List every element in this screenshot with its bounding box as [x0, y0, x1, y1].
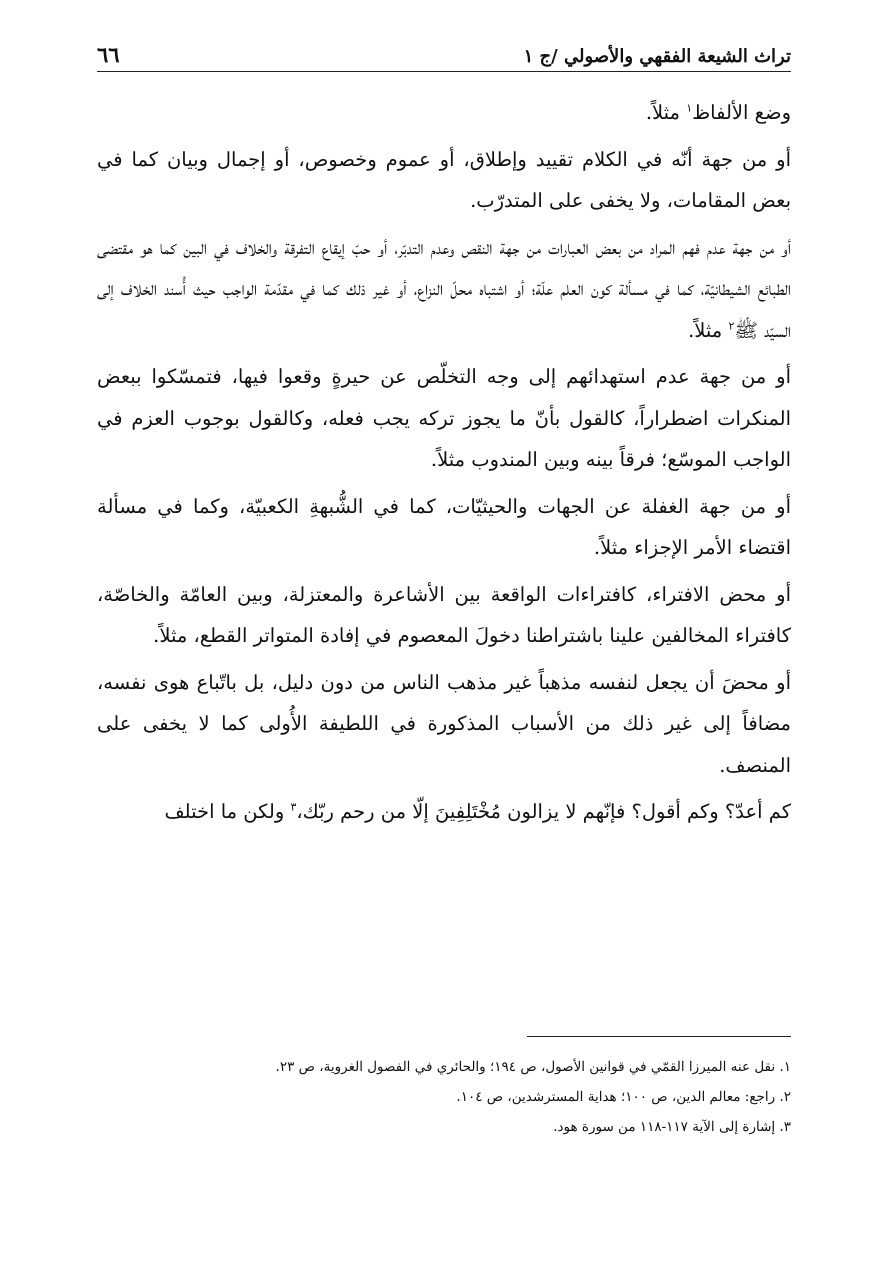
footnote-ref[interactable]: ٢	[728, 319, 735, 332]
running-title: تراث الشيعة الفقهي والأصولي /ج ١	[523, 46, 791, 67]
footnote-item: ١. نقل عنه الميرزا القمّي في قوانين الأصول، ص ١٩٤؛ والحائري في الفصول الغروية، ص ٢٣.	[275, 1059, 791, 1075]
footnote-ref[interactable]: ١	[686, 101, 693, 115]
paragraph: أو من جهة أنّه في الكلام تقييد وإطلاق، أو عموم وخصوص، أو إجمال وبيان كما في بعض المقامات، ولا يخفى على المتدرّب.	[97, 147, 791, 212]
paragraph: أو من جهة عدم استهدائهم إلى وجه التخلّص عن حيرةٍ وقعوا فيها، فتمسّكوا ببعض المنكرات اضطراراً، كالقول بأنّ ما يجوز تركه يجب فعله، وكالقول بوجوب العزم في الواجب الموسّع؛ فرقاً بينه وبين المندوب مثلاً.	[97, 365, 791, 471]
footnotes	[97, 1052, 791, 1142]
paragraph: أو من جهة الغفلة عن الجهات والحيثيّات، كما في الشُّبهةِ الكعبيّة، وكما في مسألة اقتضاء الأمر الإجزاء مثلاً.	[97, 494, 791, 559]
paragraph: وضع الألفاظ$^١$ مثلاً.	[645, 101, 791, 124]
footnote-ref[interactable]: ٣	[290, 800, 297, 814]
paragraph: أو محض الافتراء، كافتراءات الواقعة بين الأشاعرة والمعتزلة، وبين العامّة والخاصّة، كافتراء المخالفين علينا باشتراطنا دخولَ المعصوم في إفادة المتواتر القطع، مثلاً.	[97, 582, 791, 647]
body-text	[97, 92, 791, 838]
page-number: ٦٦	[97, 42, 120, 67]
paragraph: أو محضَ أن يجعل لنفسه مذهباً غير مذهب الناس من دون دليل، بل باتّباع هوى نفسه، مضافاً إلى غير ذلك من الأسباب المذكورة في اللطيفة الأُولى كما لا يخفى على المنصف.	[97, 670, 791, 777]
footnote-item: ٢. راجع: معالم الدين، ص ١٠٠؛ هداية المسترشدين، ص ١٠٤.	[456, 1089, 791, 1105]
page-header	[97, 34, 791, 72]
footnote-divider	[527, 1036, 791, 1037]
footnote-item: ٣. إشارة إلى الآية ١١٧-١١٨ من سورة هود.	[553, 1119, 791, 1135]
paragraph: أو من جهة عدم فهم المراد من بعض العبارات من جهة النقص وعدم التدبّر، أو حبّ إيقاع التفرقة والخلاف في البين كما هو مقتضى الطبائع الشيطانيّة، كما في مسألة كون العلم علّة؛ أو اشتباه محلّ النزاع، أو غير ذلك كما في مقدّمة الواجب حيث أُسند الخلاف إلى السيّد ﷺ$^٢$ مثلاً.	[97, 235, 791, 342]
paragraph: كم أعدّ؟ وكم أقول؟ فإنّهم لا يزالون مُخْتَلِفِينَ إلّا من رحم ربّك،$^٣$ ولكن ما اختلف	[164, 800, 791, 823]
